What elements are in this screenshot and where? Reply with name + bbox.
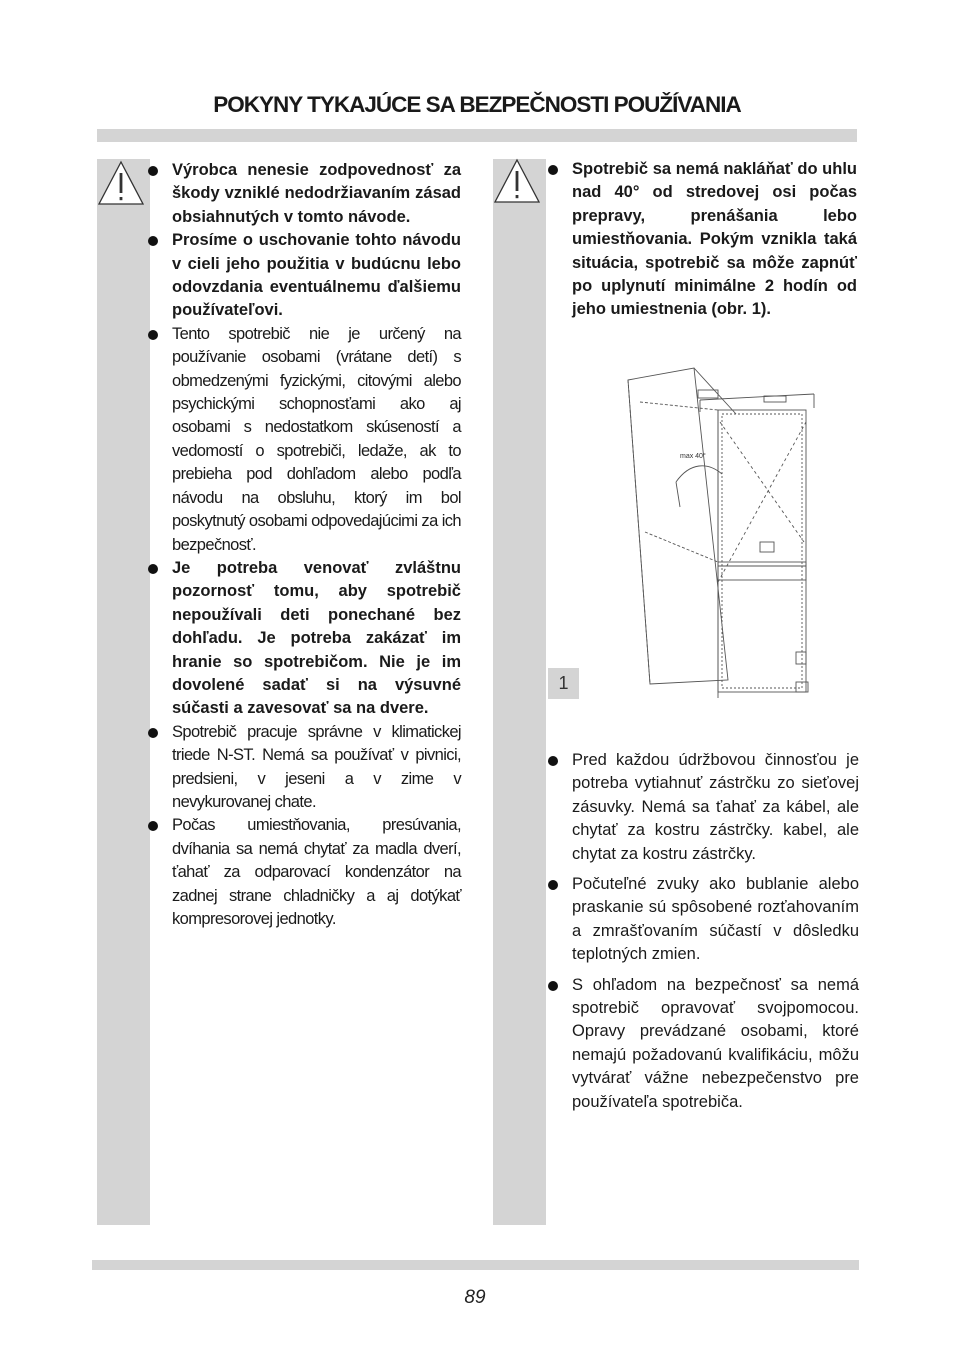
bullet-text: Spotrebič sa nemá nakláňať do uhlu nad 40° od stredovej osi počas prepravy, prenášania lebo umiestňovania. Pokým vznikla taká situácia, spotrebič sa môže zapnúť po uplynutí minimálne 2 hodín od jeho umiestnenia (obr. 1).	[572, 160, 857, 319]
bullet-icon	[548, 165, 558, 175]
left-column	[148, 159, 461, 931]
bullet-item	[548, 873, 859, 967]
footer-divider	[92, 1260, 859, 1270]
bullet-item	[548, 974, 859, 1114]
warning-triangle-icon	[493, 158, 541, 204]
fridge-tilt-figure	[600, 362, 820, 702]
bullet-text: Počas umiestňovania, presúvania, dvíhania sa nemá chytať za madla dverí, ťahať za odparovací kondenzátor na zadnej strane chladničky a aj dotýkať kompresorovej jednotky.	[172, 816, 461, 928]
right-column-top	[548, 158, 857, 322]
bullet-text: Je potreba venovať zvláštnu pozornosť tomu, aby spotrebič nepoužívali deti ponechané bez dohľadu. Je potreba zakázať im hranie so spotrebičom. Nie je im dovolené sadať si na výsuvné súčasti a zavesovať sa na dvere.	[172, 558, 461, 718]
bullet-text: Výrobca nenesie zodpovednosť za škody vzniklé nedodržiavaním zásad obsiahnutých v tomto návode.	[172, 161, 461, 226]
bullet-icon	[548, 756, 558, 766]
bullet-text: Tento spotrebič nie je určený na používanie osobami (vrátane detí) s obmedzenými fyzickými, citovými alebo psychickými schopnosťami ako aj osobami s nedostatkom skúseností a vedomostí o spotrebiči, ledaže, ak to prebieha pod dohľadom alebo podľa návodu na obsluhu, ktorý im bol poskytnutý osobami odpovedajúcimi za ich bezpečnosť.	[172, 324, 461, 554]
bullet-icon	[148, 166, 158, 176]
figure-label: 1	[548, 668, 579, 699]
warning-triangle-icon	[97, 160, 145, 206]
bullet-item	[548, 749, 859, 866]
right-margin-strip	[493, 159, 546, 1225]
bullet-item	[148, 721, 461, 815]
bullet-icon	[148, 330, 158, 340]
bullet-icon	[148, 564, 158, 574]
title-divider	[97, 129, 857, 142]
bullet-text: Spotrebič pracuje správne v klimatickej triede N-ST. Nemá sa používať v pivnici, predsieni, v jeseni a v zime v nevykurovanej chate.	[172, 722, 461, 811]
bullet-text: Prosíme o uschovanie tohto návodu v cieli jeho použitia v budúcnu lebo odovzdania eventuálnemu ďalšiemu používateľovi.	[172, 231, 461, 320]
bullet-item	[148, 814, 461, 931]
bullet-item	[148, 159, 461, 229]
page-number: 89	[464, 1287, 486, 1308]
page-title: POKYNY TYKAJÚCE SA BEZPEČNOSTI POUŽÍVANIA	[213, 92, 741, 117]
bullet-icon	[148, 821, 158, 831]
right-column-bottom	[548, 749, 859, 1114]
bullet-item	[148, 323, 461, 557]
angle-annotation: max 40°	[680, 453, 706, 460]
bullet-icon	[548, 981, 558, 991]
bullet-icon	[548, 880, 558, 890]
left-margin-strip	[97, 159, 150, 1225]
bullet-text: S ohľadom na bezpečnosť sa nemá spotrebič opravovať svojpomocou. Opravy prevádzané osobami, ktoré nemajú požadovanú kvalifikáciu, môžu vytvárať vážne nebezpečenstvo pre používateľa spotrebiča.	[572, 975, 859, 1111]
bullet-icon	[148, 728, 158, 738]
bullet-item	[148, 557, 461, 721]
bullet-text: Pred každou údržbovou činnosťou je potreba vytiahnuť zástrčku zo sieťovej zásuvky. Nemá sa ťahať za kábel, ale chytať za kostru zástrčky. kabel, ale chytat za kostru zástrčky.	[572, 751, 859, 863]
bullet-item	[548, 158, 857, 322]
bullet-item	[148, 229, 461, 323]
bullet-icon	[148, 236, 158, 246]
bullet-text: Počuteľné zvuky ako bublanie alebo praskanie sú spôsobené rozťahovaním a zmrašťovaním súčastí v dôsledku teplotných zmien.	[572, 875, 859, 964]
